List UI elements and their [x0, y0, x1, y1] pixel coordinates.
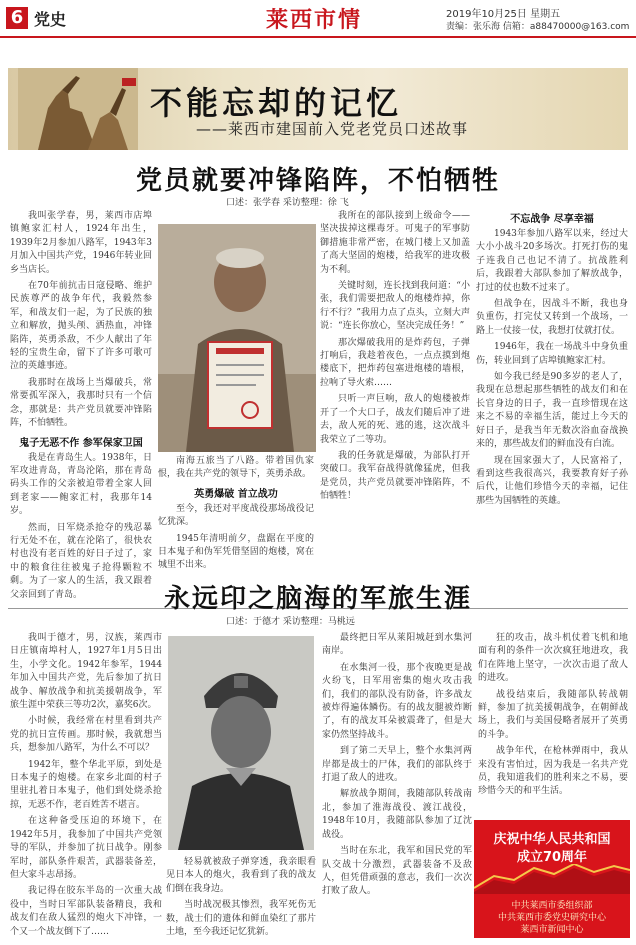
soldier-statue-illustration: [18, 68, 138, 150]
editor-info: 责编：张乐海 信箱：a88470000@163.com: [446, 22, 630, 32]
photo-caption: 南海五旅当了八路。带着国仇家恨，我在共产党的领导下，英勇杀敌。: [158, 456, 314, 480]
paragraph: 1942年，整个华北平原，到处是日本鬼子的炮楼。在家乡北面的村子里驻扎着日本鬼子，他们到处烧杀抢掠，无恶不作，老百姓苦不堪言。: [10, 759, 162, 810]
photo-caption: 轻易就被敌子弹穿透，我亲眼看见日本人的炮火，我看到了我的战友们倒在我身边。: [166, 857, 316, 894]
paragraph: 在这种备受压迫的环境下，在1942年5月，我参加了中国共产党领导的军队，并参加了抗日战争。刚参军时，部队条件艰苦，武器装备差，但大家斗志昂扬。: [10, 816, 162, 880]
article1-subheading-3: 不忘战争 尽享幸福: [510, 214, 594, 225]
paragraph: 我所在的部队接到上级命令——坚决拔掉这棵毒牙。可鬼子的军事防御措施非常严密，在城门楼上又加盖了高大坚固的炮楼，给我军的进攻极为不利。: [320, 211, 470, 275]
article2-column-4: [478, 632, 628, 816]
paragraph: 现在国家强大了，人民富裕了，看到这些我很高兴，我要教育好子孙后代，让他们珍惜今天的幸福，记住那些为国牺牲的英雄。: [476, 455, 628, 506]
article2-credit: 口述：于德才 采访整理：马桃远: [226, 617, 355, 627]
promo-line-2: 成立70周年: [516, 850, 588, 865]
paragraph: 至今，我还对平度战役那场战役记忆犹深。: [158, 503, 314, 528]
section-name: 党史: [34, 10, 67, 29]
paragraph: 那次爆破我用的是炸药包，子弹打响后，我趁着夜色，一点点摸到炮楼底下，把炸药包塞进炮楼的墙根，拉响了导火索……: [320, 337, 470, 388]
paragraph: 战争年代，在枪林弹雨中，我从来没有害怕过，因为我是一名共产党员，我知道我们的胜利来之不易，要珍惜今天的和平生活。: [478, 746, 628, 797]
paragraph: 只听一声巨响，敌人的炮楼被炸开了一个大口子，战友们随后冲了进去，敌人死的死、逃的逃，这次战斗我荣立了二等功。: [320, 394, 470, 445]
article2-column-2: [166, 856, 316, 938]
paragraph: 我是在青岛生人。1938年，日军攻进青岛，青岛沦陷，那在青岛码头工作的父亲被迫带着全家人回到老家——鲍家汇村，我那年14岁。: [10, 452, 152, 517]
article1-subheading-1: 鬼子无恶不作 参军保家卫国: [19, 437, 143, 449]
banner-title: 不能忘却的记忆: [150, 84, 403, 122]
issue-date: 2019年10月25日 星期五: [446, 9, 561, 20]
article1-headline: 党员就要冲锋陷阵，不怕牺牲: [135, 166, 500, 196]
article1-column-1: [10, 210, 152, 605]
paragraph: 关键时刻，连长找到我问道：“小张，我们需要把敌人的炮楼炸掉，你行不行？”我用力点了点头，立刻大声说：“连长你放心，坚决完成任务！”: [320, 281, 470, 332]
paragraph: 在70年前抗击日寇侵略、维护民族尊严的战争年代，我毅然参军，和战友们一起，为了民族的独立和解放，抛头颅、洒热血，冲锋陷阵，英勇杀敌，不少人献出了年轻的宝贵生命，留下了许多可歌可泣的英雄事迹。: [10, 281, 152, 372]
banner-subtitle: ——莱西市建国前入党老党员口述故事: [196, 120, 469, 138]
young-soldier-image: [168, 636, 314, 850]
paragraph: 1943年参加八路军以来，经过大大小小战斗20多场次。打死打伤的鬼子连我自己也记不清了。抗战胜利后，我跟着大部队参加了解放战争，打过的仗也数不过来了。: [476, 229, 628, 293]
paragraph: 我记得在胶东半岛的一次重大战役中，当时日军部队装备精良，我和战友们在敌人猛烈的炮火下冲锋，一个又一个战友倒下了……: [10, 886, 162, 937]
paragraph: 如今我已经是90多岁的老人了，我现在总想起那些牺牲的战友们和在长官身边的日子，我一直珍惜现在这来之不易的幸福生活，能过上今天的好日子，是我当年无数次浴血奋战换来的，那些战友们的鲜血没有白流。: [476, 372, 628, 450]
great-wall-illustration: [474, 864, 630, 894]
article2-column-1: [10, 632, 162, 938]
paragraph: 战役结束后，我随部队转战朝鲜，参加了抗美援朝战争，在朝鲜战场上，我们与美国侵略者展开了英勇的斗争。: [478, 689, 628, 740]
paragraph: 解放战争期间，我随部队转战南北，参加了淮海战役、渡江战役，1948年10月，我随部队参加了辽沈战役。: [322, 789, 472, 840]
veteran-with-certificate-image: [158, 224, 316, 452]
article1-column-4: [476, 210, 628, 605]
promo-organizer-2: 中共莱西市委党史研究中心: [497, 913, 606, 923]
paragraph: 当时战况极其惨烈，我军死伤无数，战士们的遗体和鲜血染红了那片土地，至今我还记忆犹新。: [166, 900, 316, 938]
page-header: [0, 0, 636, 36]
promo-organizer-3: 莱西市新闻中心: [520, 925, 584, 935]
paragraph: 我那时在战场上当爆破兵，常常要孤军深入，我那时只有一个信念，那就是：共产党员就要冲锋陷阵，不怕牺牲。: [10, 377, 152, 429]
article1-column-3: [320, 210, 470, 605]
paragraph: 到了第二天早上，整个水集河两岸都是战士的尸体，我们的部队终于打退了敌人的进攻。: [322, 746, 472, 784]
anniversary-promo-box: [474, 820, 630, 938]
paragraph: 1945年清明前夕，盘踞在平度的日本鬼子和伪军凭借坚固的炮楼，窝在城里不出来。: [158, 533, 314, 571]
paragraph: 我的任务就是爆破，为部队打开突破口。我军奋战得就像猛虎，但我是党员，共产党员就要冲锋陷阵，不怕牺牲！: [320, 450, 470, 502]
paragraph: 当时在东北，我军和国民党的军队交战十分激烈，武器装备不及敌人，但凭借顽强的意志，我们一次次打败了敌人。: [322, 846, 472, 897]
article2-column-3: [322, 632, 472, 938]
paragraph: 我叫张学春，男，莱西市店埠镇鲍家汇村人，1924年出生，1939年2月参加八路军，1943年3月加入中国共产党，1946年转业回乡当店长。: [10, 211, 152, 275]
article1-subheading-2: 英勇爆破 首立战功: [194, 488, 278, 500]
paragraph: 但战争在，因战斗不断，我也身负重伤，打完仗又转到一个战场，一路上一仗接一仗，我想打仗就打仗。: [476, 299, 628, 336]
page-number: 6: [6, 7, 28, 29]
veteran-portrait-photo: [158, 224, 316, 452]
header-rule: [0, 36, 636, 38]
paragraph: 我叫于德才，男，汉族，莱西市日庄镇南埠村人，1927年1月5日出生，小学文化。1942年参军，1944年加入中国共产党，先后参加了抗日战争、解放战争和抗美援朝战争，军旅生涯中荣获三等功2次，嘉奖6次。: [10, 633, 162, 711]
newspaper-masthead: 莱西市情: [266, 7, 363, 33]
paragraph: 狂的攻击，战斗机仗着飞机和地面有利的条件一次次疯狂地进攻，我们在阵地上坚守，一次次击退了敌人的进攻。: [478, 633, 628, 684]
paragraph: 最终把日军从莱阳城赶到水集河南岸。: [322, 633, 472, 657]
paragraph: 在水集河一役，那个夜晚更是战火纷飞，日军用密集的炮火攻击我们，我们的部队没有防备，许多战友被炸得遍体鳞伤。有的战友腿被炸断了，有的战友耳朵被震聋了，但是大家仍然坚持战斗。: [322, 662, 472, 740]
paragraph: 然而，日军烧杀抢夺的残忍暴行无处不在，就在沦陷了，很快农村也没有老百姓的好日子过了，家中的粮食往往被鬼子抢得颗粒不剩。为了一家人的生活，我又跟着父亲回到了青岛。: [10, 522, 152, 600]
promo-line-1: 庆祝中华人民共和国: [493, 832, 611, 847]
promo-organizer-1: 中共莱西市委组织部: [511, 901, 593, 911]
paragraph: 小时候，我经常在村里看到共产党的抗日宣传画。那时候，我就想当兵，想参加八路军，为什么不可以？: [10, 716, 162, 754]
paragraph: 1946年，我在一场战斗中身负重伤，转业回到了店埠镇鲍家汇村。: [476, 342, 628, 366]
article1-credit: 口述：张学春 采访整理：徐 飞: [226, 198, 349, 208]
soldier-portrait-photo: [168, 636, 314, 850]
article2-headline: 永远印之脑海的军旅生涯: [163, 584, 472, 614]
